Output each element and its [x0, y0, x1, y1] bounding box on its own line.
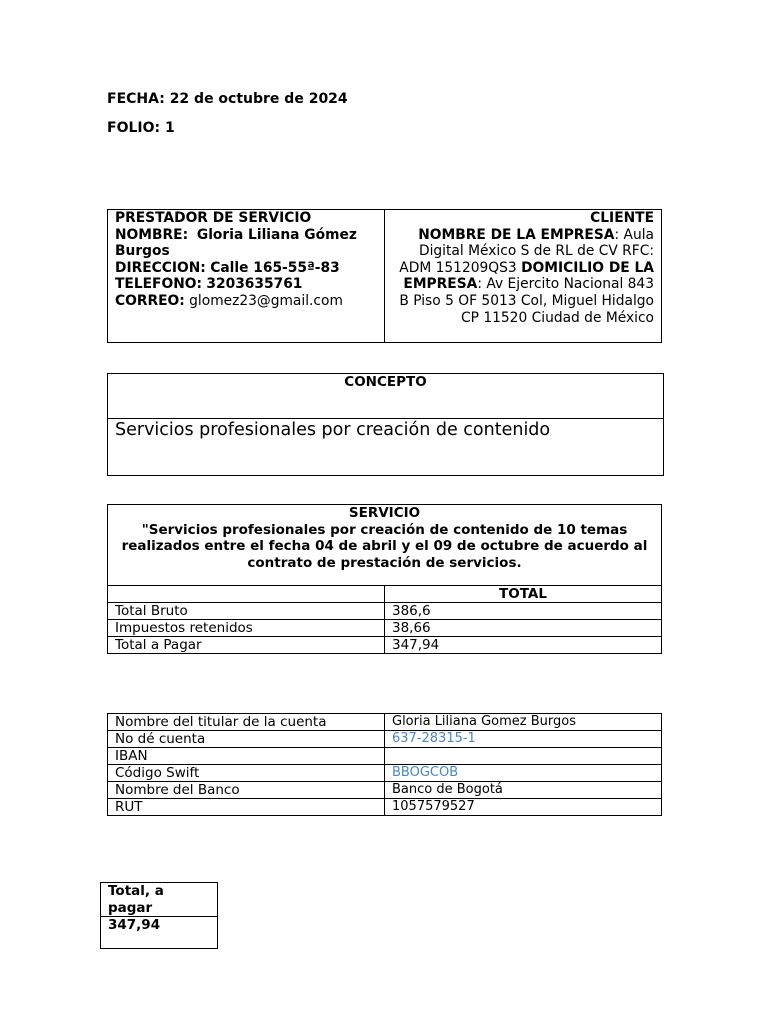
service-empty-cell	[108, 586, 385, 603]
cliente-empresa-label: NOMBRE DE LA EMPRESA	[418, 226, 615, 243]
concept-table	[107, 373, 664, 476]
cliente-domicilio-value: : Av Ejercito Nacional 843 B Piso 5 OF 5013 Col, Miguel Hidalgo CP 11520 Ciudad de México	[399, 276, 654, 326]
bank-row-value: Gloria Liliana Gomez Burgos	[385, 714, 662, 731]
fecha-value: 22 de octubre de 2024	[169, 91, 348, 107]
service-table	[107, 504, 662, 654]
folio-label: FOLIO:	[107, 120, 161, 136]
bank-row-value: 1057579527	[385, 799, 662, 816]
prestador-correo-label: CORREO:	[115, 292, 185, 309]
prestador-telefono-value: 3203635761	[206, 276, 303, 293]
service-header-cell	[108, 505, 662, 586]
folio-line	[107, 120, 175, 136]
service-description: "Servicios profesionales por creación de contenido de 10 temas realizados entre el fecha 04 de abril y el 09 de octubre de acuerdo al contrato de prestación de servicios.	[121, 521, 648, 571]
fecha-line	[107, 91, 348, 107]
service-title: SERVICIO	[348, 505, 421, 521]
prestador-correo-value: glomez23@gmail.com	[189, 292, 343, 309]
table-row	[108, 782, 662, 799]
bank-row-label: Nombre del Banco	[108, 782, 385, 799]
service-row-label: Total Bruto	[108, 603, 385, 620]
table-row	[108, 603, 662, 620]
bank-row-label: Nombre del titular de la cuenta	[108, 714, 385, 731]
bank-row-label: RUT	[108, 799, 385, 816]
swift-code-link[interactable]: BBOGCOB	[385, 765, 662, 782]
final-total-value: 347,94	[101, 917, 218, 949]
fecha-label: FECHA:	[107, 91, 165, 107]
concept-text: Servicios profesionales por creación de contenido	[108, 419, 664, 476]
service-row-value: 386,6	[385, 603, 662, 620]
bank-row-value	[385, 748, 662, 765]
concept-title: CONCEPTO	[108, 374, 664, 419]
final-total-table	[100, 882, 218, 949]
table-row	[108, 765, 662, 782]
folio-value: 1	[164, 120, 175, 136]
cliente-title: CLIENTE	[590, 210, 654, 226]
table-row	[108, 620, 662, 637]
prestador-nombre-value: Gloria Liliana Gómez Burgos	[115, 226, 357, 260]
final-total-label: Total, a pagar	[101, 883, 218, 917]
prestador-direccion-label: DIRECCION:	[115, 259, 206, 276]
table-row	[108, 637, 662, 654]
bank-table	[107, 713, 662, 816]
cliente-empresa-value: : Aula Digital México S de RL de CV RFC: ADM 151209QS3	[399, 226, 654, 276]
cliente-cell	[385, 210, 662, 343]
prestador-title: PRESTADOR DE SERVICIO	[115, 210, 312, 226]
service-row-value: 38,66	[385, 620, 662, 637]
bank-row-label: Código Swift	[108, 765, 385, 782]
bank-row-value: Banco de Bogotá	[385, 782, 662, 799]
account-number-link[interactable]: 637-28315-1	[385, 731, 662, 748]
table-row	[108, 799, 662, 816]
bank-row-label: No dé cuenta	[108, 731, 385, 748]
prestador-nombre-label: NOMBRE:	[115, 226, 189, 243]
service-row-label: Impuestos retenidos	[108, 620, 385, 637]
bank-row-label: IBAN	[108, 748, 385, 765]
service-total-header: TOTAL	[385, 586, 662, 603]
table-row	[108, 714, 662, 731]
service-row-label: Total a Pagar	[108, 637, 385, 654]
prestador-direccion-value: Calle 165-55ª-83	[210, 259, 340, 276]
prestador-telefono-label: TELEFONO:	[115, 276, 202, 293]
cliente-domicilio-label: DOMICILIO DE LA EMPRESA	[403, 259, 654, 293]
table-row	[108, 748, 662, 765]
table-row	[108, 731, 662, 748]
service-row-value: 347,94	[385, 637, 662, 654]
prestador-cell	[108, 210, 385, 343]
party-table	[107, 209, 662, 343]
